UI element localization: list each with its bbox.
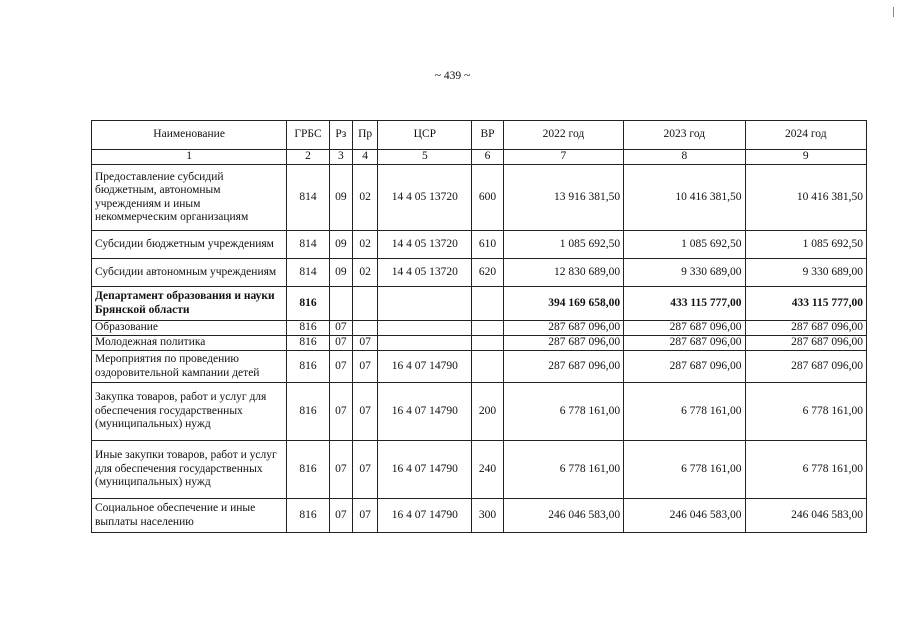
row-vr: 300 [472, 499, 503, 533]
header-2024: 2024 год [745, 121, 866, 150]
row-rz [329, 287, 352, 321]
table-row [92, 499, 867, 533]
table-row [92, 336, 867, 351]
row-2022: 6 778 161,00 [503, 383, 623, 441]
row-pr: 07 [353, 351, 378, 383]
row-name: Мероприятия по проведению оздоровительной кампании детей [92, 351, 287, 383]
row-csr: 16 4 07 14790 [378, 499, 472, 533]
row-grbs: 814 [287, 259, 329, 287]
row-2024: 287 687 096,00 [745, 351, 866, 383]
row-2022: 394 169 658,00 [503, 287, 623, 321]
row-grbs: 816 [287, 336, 329, 351]
row-vr [472, 351, 503, 383]
row-rz: 09 [329, 259, 352, 287]
row-2022: 6 778 161,00 [503, 441, 623, 499]
row-pr [353, 321, 378, 336]
row-grbs: 816 [287, 321, 329, 336]
row-2023: 10 416 381,50 [624, 165, 745, 231]
row-pr: 07 [353, 499, 378, 533]
row-pr: 02 [353, 165, 378, 231]
scan-edge-mark [893, 7, 894, 17]
column-index: 8 [624, 150, 745, 165]
row-pr: 07 [353, 441, 378, 499]
row-2024: 9 330 689,00 [745, 259, 866, 287]
row-grbs: 816 [287, 351, 329, 383]
row-grbs: 816 [287, 499, 329, 533]
row-2023: 1 085 692,50 [624, 231, 745, 259]
column-index: 1 [92, 150, 287, 165]
row-name: Предоставление субсидий бюджетным, автономным учреждениям и иным некоммерческим организациям [92, 165, 287, 231]
header-2023: 2023 год [624, 121, 745, 150]
row-rz: 09 [329, 231, 352, 259]
row-csr: 16 4 07 14790 [378, 441, 472, 499]
row-2023: 6 778 161,00 [624, 383, 745, 441]
header-vr: ВР [472, 121, 503, 150]
row-2023: 433 115 777,00 [624, 287, 745, 321]
row-vr: 200 [472, 383, 503, 441]
row-name: Субсидии автономным учреждениям [92, 259, 287, 287]
header-row [92, 121, 867, 150]
row-csr: 16 4 07 14790 [378, 383, 472, 441]
header-rz: Рз [329, 121, 352, 150]
header-name: Наименование [92, 121, 287, 150]
column-index: 5 [378, 150, 472, 165]
row-pr: 02 [353, 231, 378, 259]
row-2024: 1 085 692,50 [745, 231, 866, 259]
row-2022: 246 046 583,00 [503, 499, 623, 533]
header-csr: ЦСР [378, 121, 472, 150]
row-2023: 287 687 096,00 [624, 336, 745, 351]
row-2024: 433 115 777,00 [745, 287, 866, 321]
row-grbs: 816 [287, 383, 329, 441]
column-index: 9 [745, 150, 866, 165]
row-csr: 14 4 05 13720 [378, 231, 472, 259]
row-vr: 620 [472, 259, 503, 287]
budget-table [91, 120, 867, 533]
table-row [92, 351, 867, 383]
row-name: Социальное обеспечение и иные выплаты населению [92, 499, 287, 533]
row-csr [378, 321, 472, 336]
row-vr: 600 [472, 165, 503, 231]
column-index-row [92, 150, 867, 165]
row-name: Департамент образования и науки Брянской области [92, 287, 287, 321]
header-grbs: ГРБС [287, 121, 329, 150]
row-csr [378, 336, 472, 351]
row-2024: 10 416 381,50 [745, 165, 866, 231]
table-row-department [92, 287, 867, 321]
table-row [92, 231, 867, 259]
row-rz: 07 [329, 441, 352, 499]
row-2023: 9 330 689,00 [624, 259, 745, 287]
row-name: Образование [92, 321, 287, 336]
row-vr [472, 336, 503, 351]
row-2023: 6 778 161,00 [624, 441, 745, 499]
row-2024: 246 046 583,00 [745, 499, 866, 533]
table-row [92, 321, 867, 336]
row-grbs: 816 [287, 287, 329, 321]
header-2022: 2022 год [503, 121, 623, 150]
row-2022: 12 830 689,00 [503, 259, 623, 287]
page-number: ~ 439 ~ [434, 70, 471, 82]
column-index: 3 [329, 150, 352, 165]
table-row [92, 259, 867, 287]
row-2024: 6 778 161,00 [745, 441, 866, 499]
row-rz: 07 [329, 321, 352, 336]
row-vr: 240 [472, 441, 503, 499]
table-row [92, 165, 867, 231]
row-2024: 6 778 161,00 [745, 383, 866, 441]
row-name: Иные закупки товаров, работ и услуг для обеспечения государственных (муниципальных) нужд [92, 441, 287, 499]
row-2022: 287 687 096,00 [503, 321, 623, 336]
row-vr [472, 321, 503, 336]
table-row [92, 383, 867, 441]
table-row [92, 441, 867, 499]
row-rz: 07 [329, 351, 352, 383]
row-pr: 07 [353, 383, 378, 441]
header-pr: Пр [353, 121, 378, 150]
row-rz: 09 [329, 165, 352, 231]
row-rz: 07 [329, 336, 352, 351]
row-csr: 14 4 05 13720 [378, 259, 472, 287]
column-index: 4 [353, 150, 378, 165]
row-2022: 287 687 096,00 [503, 336, 623, 351]
row-name: Субсидии бюджетным учреждениям [92, 231, 287, 259]
column-index: 7 [503, 150, 623, 165]
row-2024: 287 687 096,00 [745, 336, 866, 351]
row-2023: 287 687 096,00 [624, 321, 745, 336]
row-csr: 14 4 05 13720 [378, 165, 472, 231]
row-2023: 246 046 583,00 [624, 499, 745, 533]
row-2022: 1 085 692,50 [503, 231, 623, 259]
row-csr [378, 287, 472, 321]
row-pr: 02 [353, 259, 378, 287]
row-2022: 13 916 381,50 [503, 165, 623, 231]
row-rz: 07 [329, 383, 352, 441]
row-name: Закупка товаров, работ и услуг для обеспечения государственных (муниципальных) нужд [92, 383, 287, 441]
row-2023: 287 687 096,00 [624, 351, 745, 383]
column-index: 6 [472, 150, 503, 165]
row-grbs: 814 [287, 165, 329, 231]
row-rz: 07 [329, 499, 352, 533]
row-grbs: 816 [287, 441, 329, 499]
row-pr [353, 287, 378, 321]
row-2022: 287 687 096,00 [503, 351, 623, 383]
row-2024: 287 687 096,00 [745, 321, 866, 336]
row-vr [472, 287, 503, 321]
row-pr: 07 [353, 336, 378, 351]
row-name: Молодежная политика [92, 336, 287, 351]
row-vr: 610 [472, 231, 503, 259]
column-index: 2 [287, 150, 329, 165]
row-csr: 16 4 07 14790 [378, 351, 472, 383]
row-grbs: 814 [287, 231, 329, 259]
